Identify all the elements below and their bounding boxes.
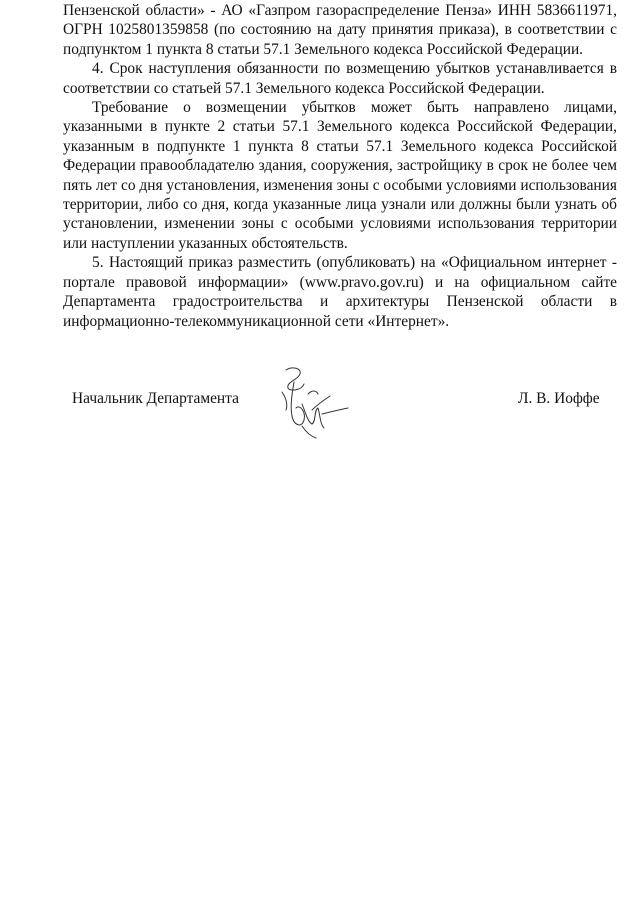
paragraph-4: 4. Срок наступления обязанности по возмещению убытков устанавливается в соответствии со статьей 57.1 Земельного кодекса Российской Федерации. <box>63 60 617 97</box>
paragraph-claim: Требование о возмещении убытков может быть направлено лицами, указанными в пункте 2 статьи 57.1 Земельного кодекса Российской Федерации, указанным в подпункте 1 пункта 8 статьи 57.1 Земельного кодекса Российской Федерации правообладателю здания, сооружения, застройщику в срок не более чем пять лет со дня установления, изменения зоны с особыми условиями использования территории, либо со дня, когда указанные лица узнали или должны были узнать об установлении, изменении зоны с особыми условиями использования территории или наступлении указанных обстоятельств. <box>63 99 617 252</box>
signatory-title: Начальник Департамента <box>72 390 239 407</box>
document-body <box>63 1 617 331</box>
paragraph-5: 5. Настоящий приказ разместить (опубликовать) на «Официальном интернет - портале правовой информации» (www.pravo.gov.ru) и на официальном сайте Департамента градостроительства и архитектуры Пензенской области в информационно-телекоммуникационной сети «Интернет». <box>63 254 617 330</box>
paragraph-continuation: Пензенской области» - АО «Газпром газораспределение Пенза» ИНН 5836611971, ОГРН 1025801359858 (по состоянию на дату принятия приказа), в соответствии с подпунктом 1 пункта 8 статьи 57.1 Земельного кодекса Российской Федерации. <box>63 2 617 58</box>
signatory-name: Л. В. Иоффе <box>518 390 600 407</box>
handwritten-signature <box>272 364 354 444</box>
